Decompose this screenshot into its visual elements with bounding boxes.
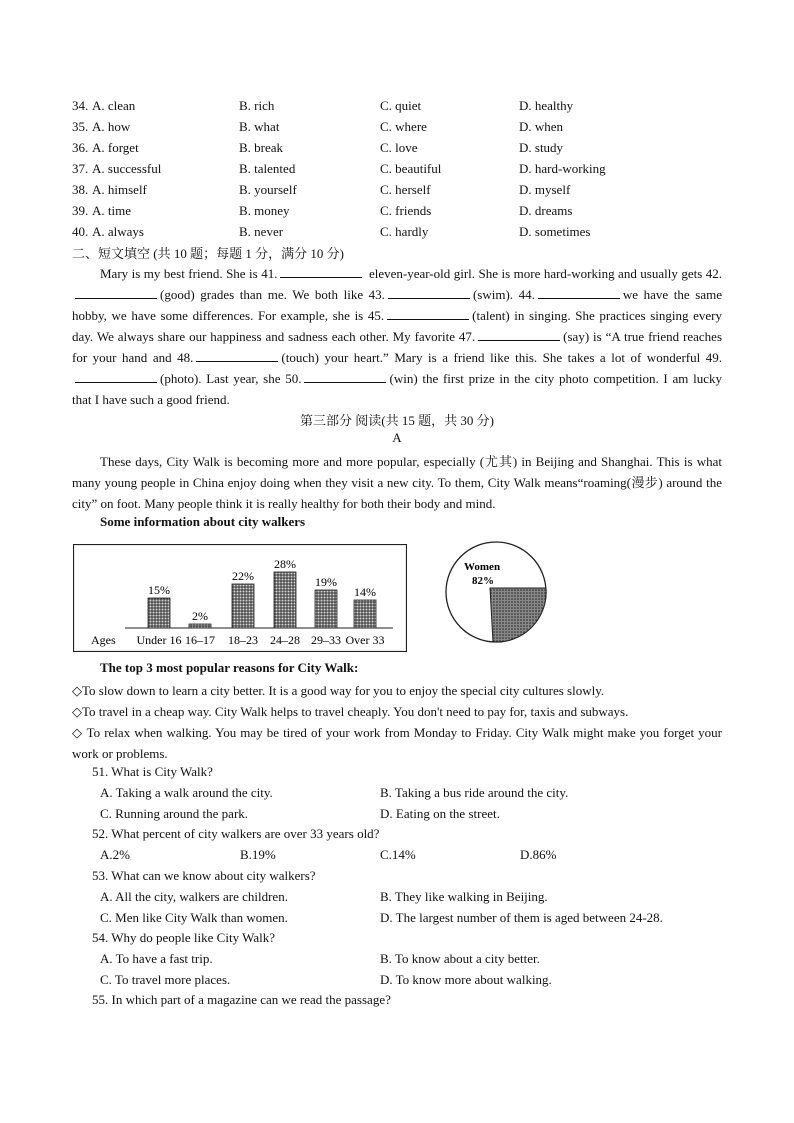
question-stem: 54. Why do people like City Walk?	[92, 930, 275, 945]
option-d[interactable]: D. dreams	[519, 203, 573, 218]
blank-48[interactable]	[196, 349, 278, 362]
question-number: 39.	[72, 203, 89, 218]
answer-option[interactable]: B. They like walking in Beijing.	[380, 889, 548, 904]
option-a[interactable]: A. always	[92, 224, 144, 239]
option-c[interactable]: C. friends	[380, 203, 432, 218]
category-label: Under 16	[136, 633, 182, 647]
answer-option[interactable]: D. The largest number of them is aged between 24-28.	[380, 910, 663, 925]
category-label: 29–33	[311, 633, 341, 647]
answer-option[interactable]: D. Eating on the street.	[380, 806, 500, 821]
bar-value-label: 19%	[315, 575, 337, 589]
reason-3: ◇ To relax when walking. You may be tired of your work from Monday to Friday. City Walk might make you forget your work or problems.	[72, 725, 722, 761]
option-d[interactable]: D. myself	[519, 182, 571, 197]
question-number: 35.	[72, 119, 89, 134]
option-c[interactable]: C. where	[380, 119, 427, 134]
answer-option[interactable]: A. All the city, walkers are children.	[100, 889, 288, 904]
answer-option[interactable]: C.14%	[380, 847, 416, 862]
axis-label: Ages	[91, 633, 116, 647]
answer-option[interactable]: C. Running around the park.	[100, 806, 249, 821]
option-d[interactable]: D. hard-working	[519, 161, 606, 176]
question-stem: 55. In which part of a magazine can we read the passage?	[92, 992, 391, 1007]
question-stem: 51. What is City Walk?	[92, 764, 213, 779]
option-c[interactable]: C. beautiful	[380, 161, 442, 176]
gender-pie-chart	[442, 538, 552, 646]
question-number: 36.	[72, 140, 89, 155]
bar	[189, 624, 211, 628]
option-c[interactable]: C. love	[380, 140, 418, 155]
blank-45[interactable]	[387, 307, 469, 320]
cloze-passage: Mary is my best friend. She is 41. eleven-year-old girl. She is more hard-working and usually gets 42.(good) grades than me. We both like 43. (swim). 44. we have the same hobby, we have some differences. For example, she is 45. (talent) in singing. She practices singing every day. We always share our happiness and sadness each other. My favorite 47. (say) is “A true friend reaches for your hand and 48. (touch) your heart.” Mary is a friend like this. She takes a lot of wonderful 49.(photo). Last year, she 50. (win) the first prize in the city photo competition. I am lucky that I have such a good friend.	[72, 266, 723, 407]
blank-42[interactable]	[75, 286, 157, 299]
pie-slice-label: Women	[464, 561, 501, 573]
option-b[interactable]: B. talented	[239, 161, 296, 176]
option-b[interactable]: B. yourself	[239, 182, 297, 197]
blank-47[interactable]	[478, 328, 560, 341]
question-stem: 52. What percent of city walkers are over 33 years old?	[92, 826, 380, 841]
question-number: 34.	[72, 98, 89, 113]
option-b[interactable]: B. what	[239, 119, 280, 134]
question-number: 37.	[72, 161, 89, 176]
option-b[interactable]: B. break	[239, 140, 284, 155]
answer-option[interactable]: A. Taking a walk around the city.	[100, 785, 273, 800]
answer-option[interactable]: D. To know more about walking.	[380, 972, 552, 987]
pie-slice	[490, 588, 546, 642]
option-d[interactable]: D. sometimes	[519, 224, 591, 239]
answer-option[interactable]: B.19%	[240, 847, 276, 862]
question-number: 38.	[72, 182, 89, 197]
answer-option[interactable]: B. Taking a bus ride around the city.	[380, 785, 569, 800]
reason-1: ◇To slow down to learn a city better. It is a good way for you to enjoy the special city cultures slowly.	[72, 683, 605, 698]
option-c[interactable]: C. hardly	[380, 224, 429, 239]
option-b[interactable]: B. money	[239, 203, 290, 218]
bar-value-label: 28%	[274, 557, 296, 571]
section2-heading: 二、短文填空 (共 10 题；每题 1 分，满分 10 分)	[72, 246, 344, 261]
option-d[interactable]: D. study	[519, 140, 564, 155]
bar	[274, 572, 296, 628]
category-label: 16–17	[185, 633, 215, 647]
question-stem: 53. What can we know about city walkers?	[92, 868, 316, 883]
reasons-title: The top 3 most popular reasons for City Walk:	[100, 660, 359, 675]
option-c[interactable]: C. quiet	[380, 98, 422, 113]
bar-value-label: 15%	[148, 583, 170, 597]
info-title: Some information about city walkers	[100, 514, 306, 529]
option-d[interactable]: D. when	[519, 119, 564, 134]
option-a[interactable]: A. forget	[92, 140, 139, 155]
bar-value-label: 22%	[232, 569, 254, 583]
answer-option[interactable]: A.2%	[100, 847, 130, 862]
bar-value-label: 14%	[354, 585, 376, 599]
blank-43[interactable]	[388, 286, 470, 299]
bar	[354, 600, 376, 628]
question-number: 40.	[72, 224, 89, 239]
option-a[interactable]: A. himself	[92, 182, 147, 197]
option-a[interactable]: A. successful	[92, 161, 162, 176]
bar-value-label: 2%	[192, 609, 208, 623]
bar	[148, 598, 170, 628]
option-c[interactable]: C. herself	[380, 182, 431, 197]
option-a[interactable]: A. time	[92, 203, 131, 218]
passage-intro: These days, City Walk is becoming more and more popular, especially (尤其) in Beijing and Shanghai. This is what many young people in China enjoy doing when they visit a new city. To them, City Walk means“roaming(漫步) around the city” on foot. Many people think it is really healthy for both their body and mind.	[72, 454, 722, 511]
blank-41[interactable]	[280, 265, 362, 278]
bar	[315, 590, 337, 628]
option-b[interactable]: B. rich	[239, 98, 275, 113]
blank-44[interactable]	[538, 286, 620, 299]
option-a[interactable]: A. how	[92, 119, 131, 134]
answer-option[interactable]: C. Men like City Walk than women.	[100, 910, 288, 925]
blank-50[interactable]	[304, 370, 386, 383]
part3-heading: 第三部分 阅读(共 15 题，共 30 分)	[300, 413, 494, 428]
option-b[interactable]: B. never	[239, 224, 284, 239]
answer-option[interactable]: C. To travel more places.	[100, 972, 231, 987]
answer-option[interactable]: B. To know about a city better.	[380, 951, 540, 966]
answer-option[interactable]: D.86%	[520, 847, 557, 862]
blank-49[interactable]	[75, 370, 157, 383]
passage-letter: A	[392, 430, 402, 445]
pie-slice-value: 82%	[472, 575, 494, 587]
category-label: 24–28	[270, 633, 300, 647]
bar	[232, 584, 254, 628]
option-d[interactable]: D. healthy	[519, 98, 574, 113]
option-a[interactable]: A. clean	[92, 98, 136, 113]
category-label: 18–23	[228, 633, 258, 647]
reason-2: ◇To travel in a cheap way. City Walk helps to travel cheaply. You don't need to pay for, taxis and subways.	[72, 704, 629, 719]
category-label: Over 33	[345, 633, 385, 647]
age-bar-chart	[73, 544, 407, 652]
answer-option[interactable]: A. To have a fast trip.	[100, 951, 213, 966]
